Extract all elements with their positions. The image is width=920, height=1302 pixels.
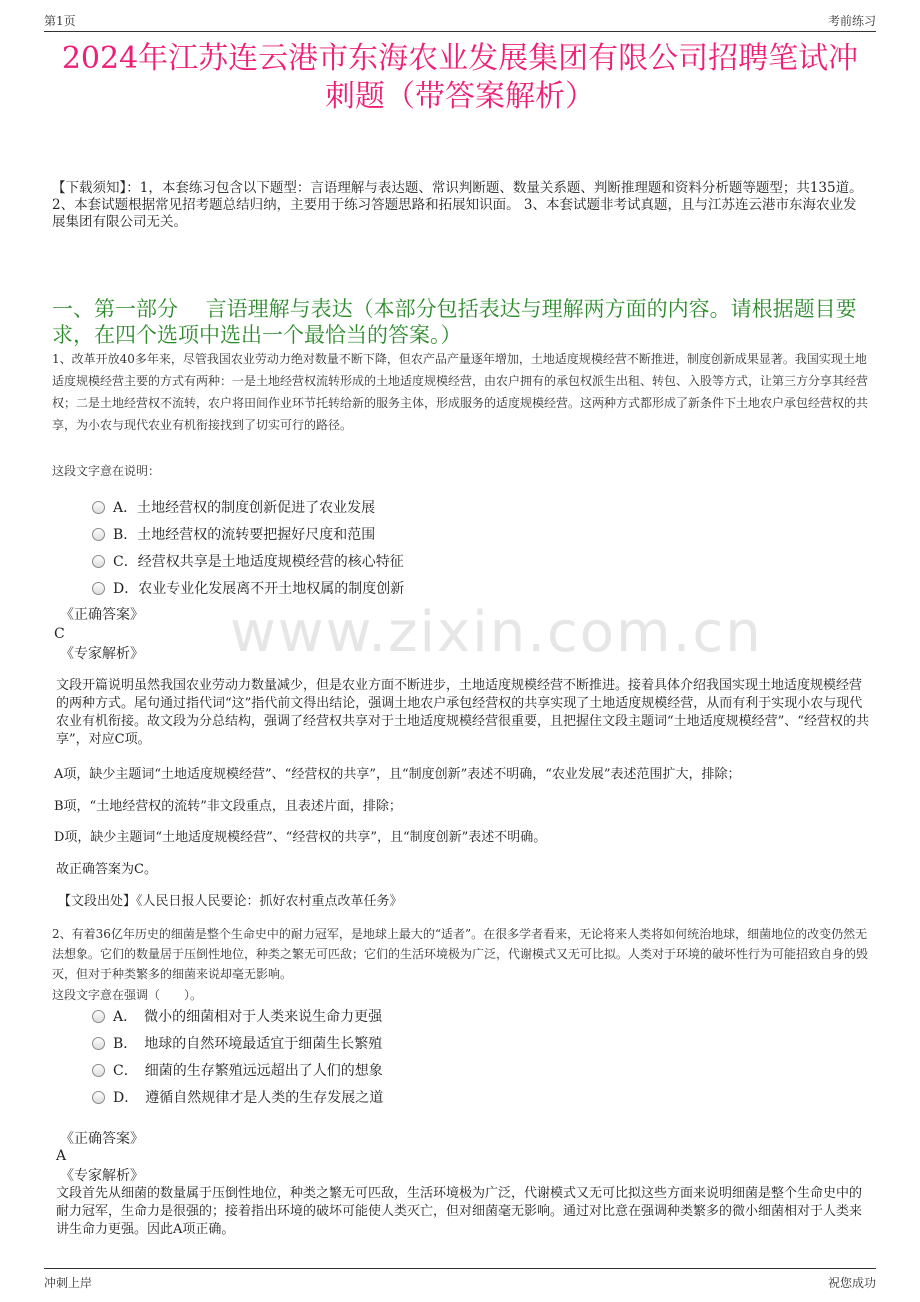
question-2-stem: 这段文字意在强调（ ）。 xyxy=(52,988,203,1002)
option-label: A．土地经营权的制度创新促进了农业发展 xyxy=(113,500,376,516)
question-1-stem: 这段文字意在说明： xyxy=(52,464,161,478)
radio-icon[interactable] xyxy=(92,582,105,595)
analysis-paragraph: 文段开篇说明虽然我国农业劳动力数量减少，但是农业方面不断进步，土地适度规模经营不断推进。接着具体介绍我国实现土地适度规模经营的两种方式。尾句通过指代词“这”指代前文得出结论，强调土地农户承包经营权的共享实现了土地适度规模经营，从而有利于实现小农与现代农业有机衔接。故文段为分总结构，强调了经营权共享对于土地适度规模经营很重要，且把握住文段主题词“土地适度规模经营”、“经营权的共享”，对应C项。 xyxy=(56,678,869,747)
footer-right: 祝您成功 xyxy=(827,1276,876,1290)
option-label: D． 遵循自然规律才是人类的生存发展之道 xyxy=(113,1090,384,1106)
radio-icon[interactable] xyxy=(92,1010,105,1023)
answer-label: 《正确答案》 xyxy=(60,607,144,623)
download-notice: 【下载须知】：1，本套练习包含以下题型：言语理解与表达题、常识判断题、数量关系题、判断推理题和资料分析题等题型；共135道。 2、本套试题根据常见招考题总结归纳，主要用于练习答题思路和拓展知识面。 3、本套试题非考试真题，且与江苏连云港市东海农业发展集团有限公司无关。 xyxy=(52,180,863,230)
option-d[interactable] xyxy=(92,1087,383,1107)
analysis-paragraph: 文段首先从细菌的数量属于压倒性地位，种类之繁无可匹敌，生活环境极为广泛，代谢模式又无可比拟这些方面来说明细菌是整个生命史中的耐力冠军，生命力是很强的；接着指出环境的破坏可能使人类灭亡，但对细菌毫无影响。通过对比意在强调种类繁多的微小细菌相对于人类来讲生命力更强。因此A项正确。 xyxy=(56,1186,863,1237)
footer-left: 冲刺上岸 xyxy=(44,1276,93,1290)
question-2-text: 2、有着36亿年历史的细菌是整个生命史中的耐力冠军，是地球上最大的“适者”。在很多学者看来，无论将来人类将如何统治地球，细菌地位的改变仍然无法想象。它们的数量居于压倒性地位，种类之繁无可匹敌；它们的生活环境极为广泛，代谢模式又无可比拟。人类对于环境的破坏性行为可能招致自身的毁灭，但对于种类繁多的细菌来说却毫无影响。 xyxy=(52,927,869,981)
document-title: 2024年江苏连云港市东海农业发展集团有限公司招聘笔试冲刺题（带答案解析） xyxy=(61,41,859,114)
analysis-label: 《专家解析》 xyxy=(60,646,144,662)
radio-icon[interactable] xyxy=(92,1091,105,1104)
option-c[interactable] xyxy=(92,551,404,571)
radio-icon[interactable] xyxy=(92,1064,105,1077)
option-c[interactable] xyxy=(92,1060,383,1080)
answer-value: A xyxy=(56,1148,67,1164)
analysis-label: 《专家解析》 xyxy=(60,1168,144,1184)
analysis-paragraph: A项，缺少主题词“土地适度规模经营”、“经营权的共享”，且“制度创新”表述不明确，“农业发展”表述范围扩大，排除； xyxy=(54,767,741,782)
option-label: A． 微小的细菌相对于人类来说生命力更强 xyxy=(113,1009,383,1025)
page-number: 第1页 xyxy=(44,14,76,28)
answer-value: C xyxy=(54,626,65,642)
option-a[interactable] xyxy=(92,497,375,517)
option-label: C． 细菌的生存繁殖远远超出了人们的想象 xyxy=(113,1063,383,1079)
option-b[interactable] xyxy=(92,1033,382,1053)
option-label: C．经营权共享是土地适度规模经营的核心特征 xyxy=(113,554,404,570)
question-1-text: 1、改革开放40多年来，尽管我国农业劳动力绝对数量不断下降，但农产品产量逐年增加，土地适度规模经营不断推进，制度创新成果显著。我国实现土地适度规模经营主要的方式有两种：一是土地经营权流转形成的土地适度规模经营，由农户拥有的承包权派生出租、转包、入股等方式，让第三方分享其经营权；二是土地经营权不流转，农户将田间作业环节托转给新的服务主体，形成服务的适度规模经营。这两种方式都形成了新条件下土地农户承包经营权的共享，为小农与现代农业有机衔接找到了切实可行的路径。 xyxy=(52,352,869,432)
page-footer xyxy=(44,1268,876,1291)
radio-icon[interactable] xyxy=(92,555,105,568)
source-citation: 【文段出处】《人民日报人民要论：抓好农村重点改革任务》 xyxy=(58,894,403,909)
option-label: D．农业专业化发展离不开土地权属的制度创新 xyxy=(113,581,405,597)
radio-icon[interactable] xyxy=(92,501,105,514)
radio-icon[interactable] xyxy=(92,1037,105,1050)
radio-icon[interactable] xyxy=(92,528,105,541)
header-tag: 考前练习 xyxy=(827,14,876,28)
page-header xyxy=(44,12,876,32)
option-label: B． 地球的自然环境最适宜于细菌生长繁殖 xyxy=(113,1036,383,1052)
option-label: B．土地经营权的流转要把握好尺度和范围 xyxy=(113,527,376,543)
analysis-paragraph: D项，缺少主题词“土地适度规模经营”、“经营权的共享”，且“制度创新”表述不明确。 xyxy=(54,830,547,845)
answer-label: 《正确答案》 xyxy=(60,1131,144,1147)
watermark: www.zixin.com.cn xyxy=(230,600,763,665)
option-a[interactable] xyxy=(92,1006,382,1026)
option-b[interactable] xyxy=(92,524,375,544)
analysis-paragraph: 故正确答案为C。 xyxy=(56,862,157,877)
section-heading: 一、第一部分 言语理解与表达（本部分包括表达与理解两方面的内容。请根据题目要求，在四个选项中选出一个最恰当的答案。） xyxy=(52,297,857,347)
analysis-paragraph: B项，“土地经营权的流转”非文段重点，且表述片面，排除； xyxy=(54,799,402,814)
option-d[interactable] xyxy=(92,578,404,598)
